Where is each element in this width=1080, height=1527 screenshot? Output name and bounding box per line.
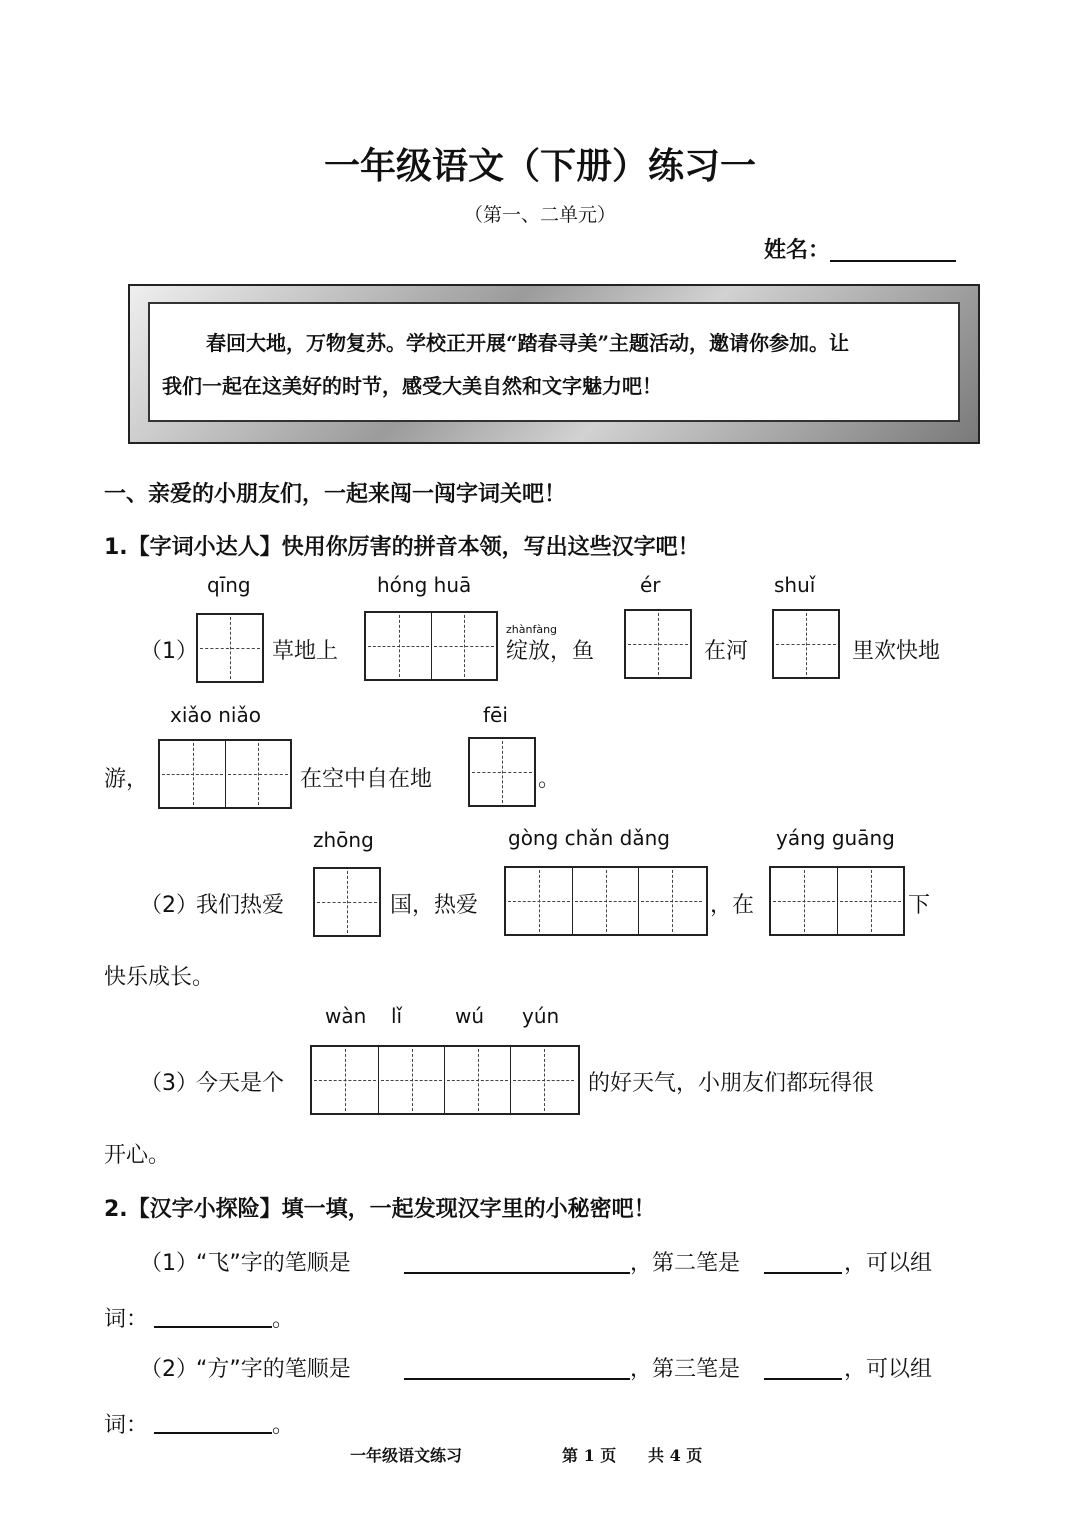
writing-box-wanliwuyun[interactable] bbox=[310, 1045, 580, 1115]
q2-item1-text-5: 。 bbox=[272, 1307, 295, 1332]
q1-item3-text-3: 开心。 bbox=[104, 1143, 171, 1168]
pinyin-gongchandang: gòng chǎn dǎng bbox=[508, 826, 670, 850]
q1-item2-text-2: 国，热爱 bbox=[390, 893, 479, 918]
pinyin-yangguang: yáng guāng bbox=[776, 826, 895, 850]
q2-item2-number: （2） bbox=[140, 1357, 198, 1382]
writing-box-er[interactable] bbox=[624, 609, 692, 679]
page-subtitle: （第一、二单元） bbox=[463, 204, 616, 226]
stroke-order-blank-fang[interactable] bbox=[404, 1378, 630, 1380]
pinyin-fei: fēi bbox=[483, 703, 508, 727]
q1-item1-text-1: 草地上 bbox=[272, 639, 339, 664]
writing-box-zhong[interactable] bbox=[313, 867, 381, 937]
q1-item3-number: （3） bbox=[140, 1071, 198, 1096]
pinyin-qing: qīng bbox=[207, 573, 251, 597]
q1-item2-text-1: 我们热爱 bbox=[196, 893, 285, 918]
q1-item2-text-5: 快乐成长。 bbox=[104, 965, 215, 990]
writing-box-fei[interactable] bbox=[468, 737, 536, 807]
q1-item1-text-4: 里欢快地 bbox=[852, 639, 941, 664]
word-blank-fei[interactable] bbox=[154, 1326, 272, 1328]
pinyin-honghua: hóng huā bbox=[377, 573, 472, 597]
q2-item2-text-4: 词： bbox=[104, 1413, 149, 1438]
q1-heading: 1.【字词小达人】快用你厉害的拼音本领，写出这些汉字吧！ bbox=[104, 535, 700, 560]
q1-item2-number: （2） bbox=[140, 893, 198, 918]
q1-item1-text-5: 游， bbox=[104, 767, 149, 792]
footer-total-pages: 共 4 页 bbox=[648, 1446, 703, 1465]
pinyin-zhanfang: zhànfàng bbox=[506, 623, 558, 636]
q1-item2-text-4: 下 bbox=[908, 893, 931, 918]
q2-item1-number: （1） bbox=[140, 1251, 198, 1276]
name-blank[interactable] bbox=[830, 260, 956, 262]
footer-page-number: 第 1 页 bbox=[562, 1446, 617, 1465]
pinyin-yun: yún bbox=[522, 1004, 560, 1028]
q2-item2-text-5: 。 bbox=[272, 1413, 295, 1438]
q1-item1-number: （1） bbox=[140, 639, 198, 664]
intro-frame-inner bbox=[148, 302, 960, 422]
intro-line-2: 我们一起在这美好的时节，感受大美自然和文字魅力吧！ bbox=[162, 374, 662, 398]
q1-item2-text-3: ，在 bbox=[710, 893, 755, 918]
name-label: 姓名： bbox=[764, 237, 831, 263]
second-stroke-blank-fei[interactable] bbox=[764, 1272, 842, 1274]
q1-item1-text-7: 。 bbox=[538, 767, 561, 792]
q2-item1-text-2: ，第二笔是 bbox=[630, 1251, 741, 1276]
stroke-order-blank-fei[interactable] bbox=[404, 1272, 630, 1274]
q1-item3-text-2: 的好天气，小朋友们都玩得很 bbox=[588, 1071, 875, 1096]
writing-box-xiaoniao[interactable] bbox=[158, 739, 292, 809]
q2-heading: 2.【汉字小探险】填一填，一起发现汉字里的小秘密吧！ bbox=[104, 1197, 656, 1222]
footer-title: 一年级语文练习 bbox=[350, 1446, 463, 1465]
writing-box-honghua[interactable] bbox=[364, 611, 498, 681]
pinyin-xiaoniao: xiǎo niǎo bbox=[170, 703, 261, 727]
pinyin-zhong: zhōng bbox=[313, 828, 374, 852]
q2-item2-text-3: ，可以组 bbox=[844, 1357, 933, 1382]
pinyin-wu: wú bbox=[455, 1004, 485, 1028]
intro-line-1: 春回大地，万物复苏。学校正开展“踏春寻美”主题活动，邀请你参加。让 bbox=[206, 331, 850, 355]
q2-item1-text-3: ，可以组 bbox=[844, 1251, 933, 1276]
q2-item1-text-1: “飞”字的笔顺是 bbox=[196, 1251, 351, 1276]
q1-item1-text-2: 绽放，鱼 bbox=[506, 639, 595, 664]
pinyin-li: lǐ bbox=[391, 1004, 403, 1028]
q2-item2-text-1: “方”字的笔顺是 bbox=[196, 1357, 351, 1382]
q1-item1-text-3: 在河 bbox=[704, 639, 749, 664]
third-stroke-blank-fang[interactable] bbox=[764, 1378, 842, 1380]
page-title: 一年级语文（下册）练习一 bbox=[323, 145, 756, 187]
writing-box-shui[interactable] bbox=[772, 609, 840, 679]
writing-box-yangguang[interactable] bbox=[769, 866, 905, 936]
q2-item2-text-2: ，第三笔是 bbox=[630, 1357, 741, 1382]
writing-box-qing[interactable] bbox=[196, 613, 264, 683]
word-blank-fang[interactable] bbox=[154, 1432, 272, 1434]
pinyin-er: ér bbox=[640, 573, 661, 597]
q1-item1-text-6: 在空中自在地 bbox=[300, 767, 433, 792]
section1-heading: 一、亲爱的小朋友们，一起来闯一闯字词关吧！ bbox=[104, 482, 567, 507]
pinyin-shui: shuǐ bbox=[774, 573, 816, 597]
intro-frame bbox=[128, 284, 980, 444]
q1-item3-text-1: 今天是个 bbox=[196, 1071, 285, 1096]
q2-item1-text-4: 词： bbox=[104, 1307, 149, 1332]
writing-box-gongchandang[interactable] bbox=[504, 866, 708, 936]
pinyin-wan: wàn bbox=[325, 1004, 367, 1028]
